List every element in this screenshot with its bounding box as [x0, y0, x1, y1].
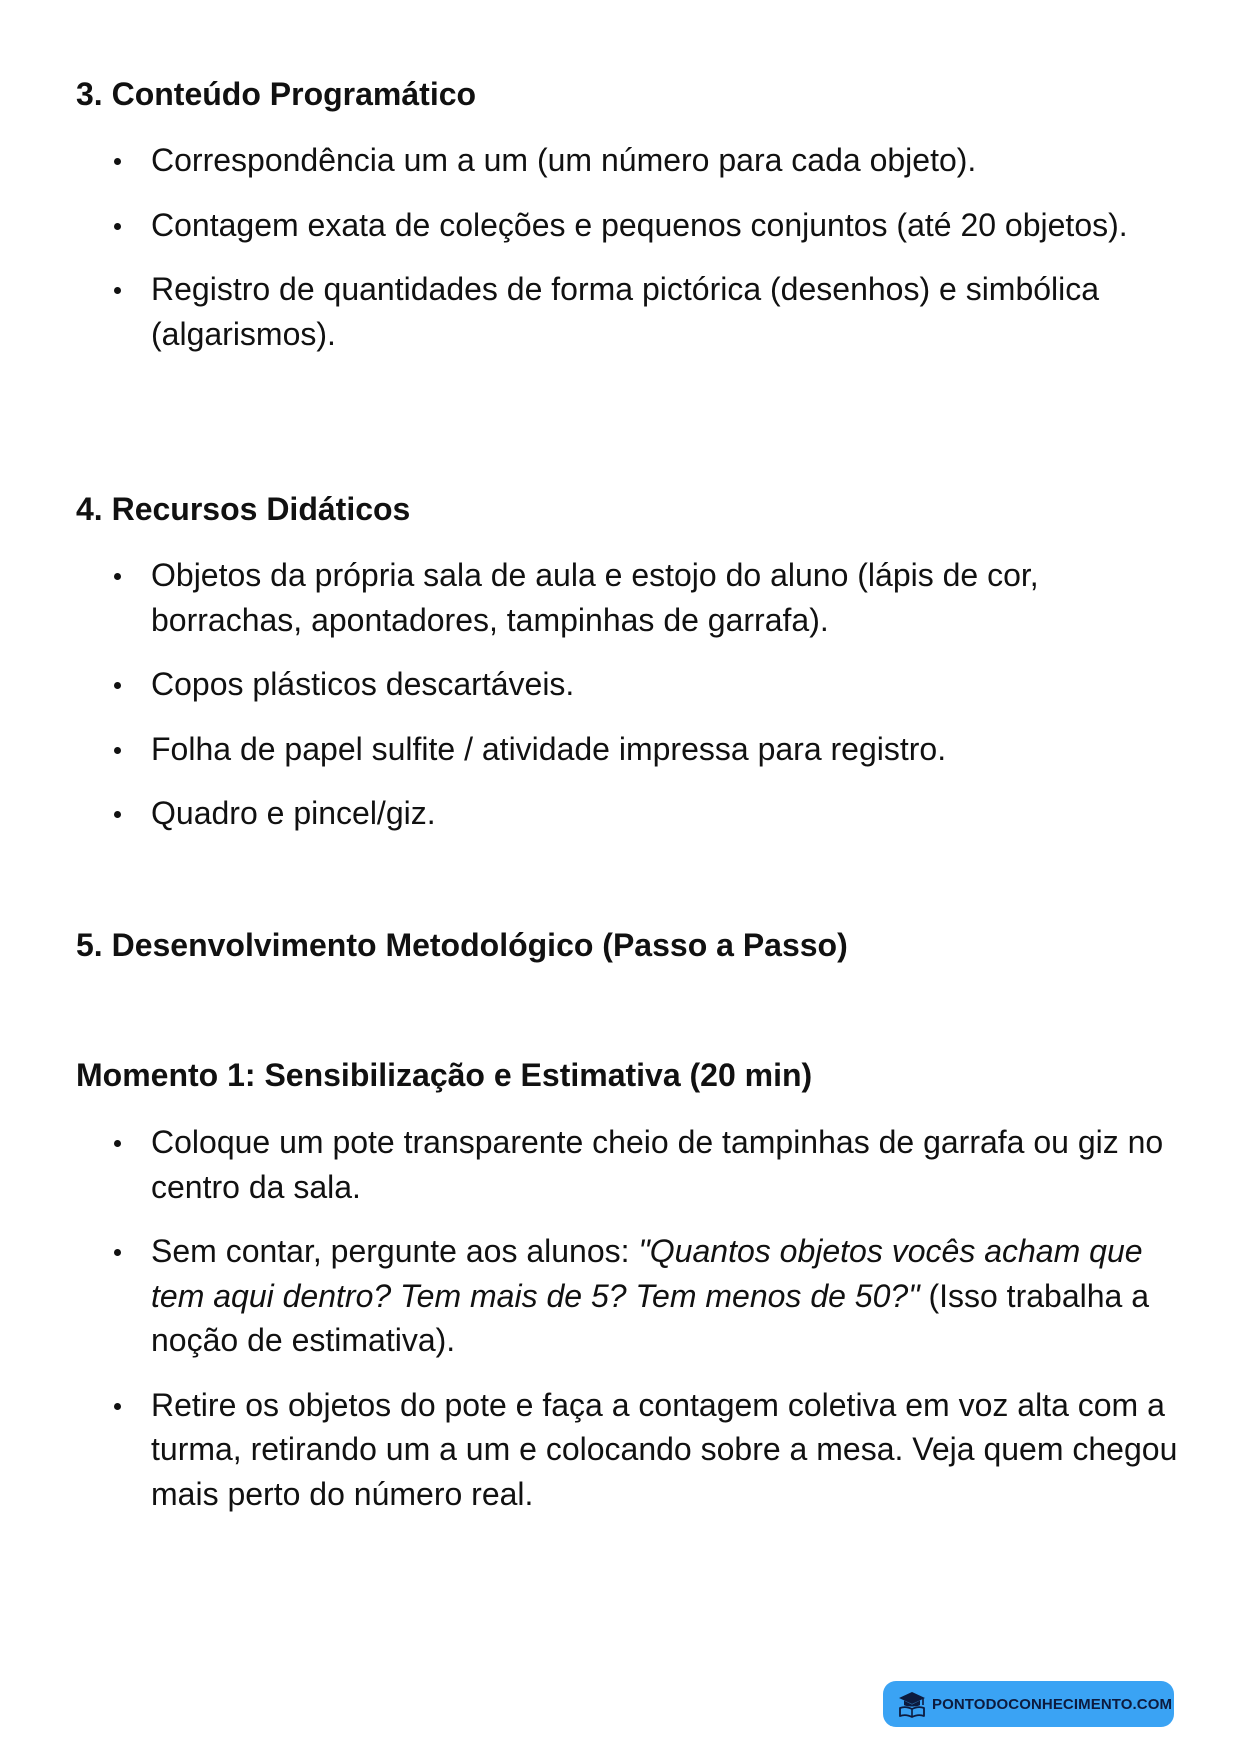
list-item — [0, 553, 1241, 642]
section-heading-desenvolvimento: 5. Desenvolvimento Metodológico (Passo a Passo) — [76, 927, 848, 963]
list-conteudo — [0, 138, 1241, 356]
list-item — [0, 727, 1241, 772]
quote-text: "Quantos objetos vocês acham que tem aqui dentro? Tem mais de 5? Tem menos de 50?" — [151, 1233, 1143, 1314]
subsection-heading-momento1: Momento 1: Sensibilização e Estimativa (20 min) — [76, 1057, 813, 1093]
bullet-icon — [114, 1403, 121, 1410]
list-item — [0, 138, 1241, 183]
list-item-text: Coloque um pote transparente cheio de tampinhas de garrafa ou giz no centro da sala. — [151, 1124, 1164, 1205]
bullet-icon — [114, 811, 121, 818]
list-item-text: Copos plásticos descartáveis. — [151, 666, 575, 702]
list-recursos — [0, 553, 1241, 836]
list-item-text: Objetos da própria sala de aula e estojo do aluno (lápis de cor, borrachas, apontadores, tampinhas de garrafa). — [151, 557, 1039, 638]
list-item — [0, 1383, 1241, 1517]
list-item-text: Correspondência um a um (um número para cada objeto). — [151, 142, 977, 178]
bullet-icon — [114, 158, 121, 165]
bullet-icon — [114, 1140, 121, 1147]
bullet-icon — [114, 287, 121, 294]
list-item — [0, 267, 1241, 356]
list-item-text-after: (Isso trabalha a noção de estimativa). — [151, 1277, 1149, 1358]
list-item-text: Contagem exata de coleções e pequenos conjuntos (até 20 objetos). — [151, 206, 1128, 243]
site-badge[interactable] — [883, 1681, 1174, 1727]
list-item-text: Registro de quantidades de forma pictórica (desenhos) e simbólica (algarismos). — [151, 271, 1100, 352]
list-item-text: Retire os objetos do pote e faça a contagem coletiva em voz alta com a turma, retirando um a um e colocando sobre a mesa. Veja quem chegou mais perto do número real. — [151, 1386, 1178, 1512]
list-item-text: Folha de papel sulfite / atividade impressa para registro. — [151, 730, 947, 767]
list-item — [0, 791, 1241, 836]
list-item-text: Quadro e pincel/giz. — [151, 795, 436, 831]
bullet-icon — [114, 747, 121, 754]
badge-label[interactable]: PONTODOCONHECIMENTO.COM — [932, 1695, 1173, 1713]
bullet-icon — [114, 1249, 121, 1256]
graduation-cap-book-icon — [897, 1689, 927, 1719]
list-momento1 — [0, 1120, 1241, 1516]
bullet-icon — [114, 223, 121, 230]
section-heading-conteudo: 3. Conteúdo Programático — [76, 76, 477, 112]
list-item — [0, 662, 1241, 707]
bullet-icon — [114, 682, 121, 689]
list-item — [0, 203, 1241, 248]
section-heading-recursos: 4. Recursos Didáticos — [76, 491, 411, 527]
list-item-text-before: Sem contar, pergunte aos alunos: — [151, 1233, 639, 1269]
list-item — [0, 1229, 1241, 1363]
bullet-icon — [114, 573, 121, 580]
list-item — [0, 1120, 1241, 1209]
